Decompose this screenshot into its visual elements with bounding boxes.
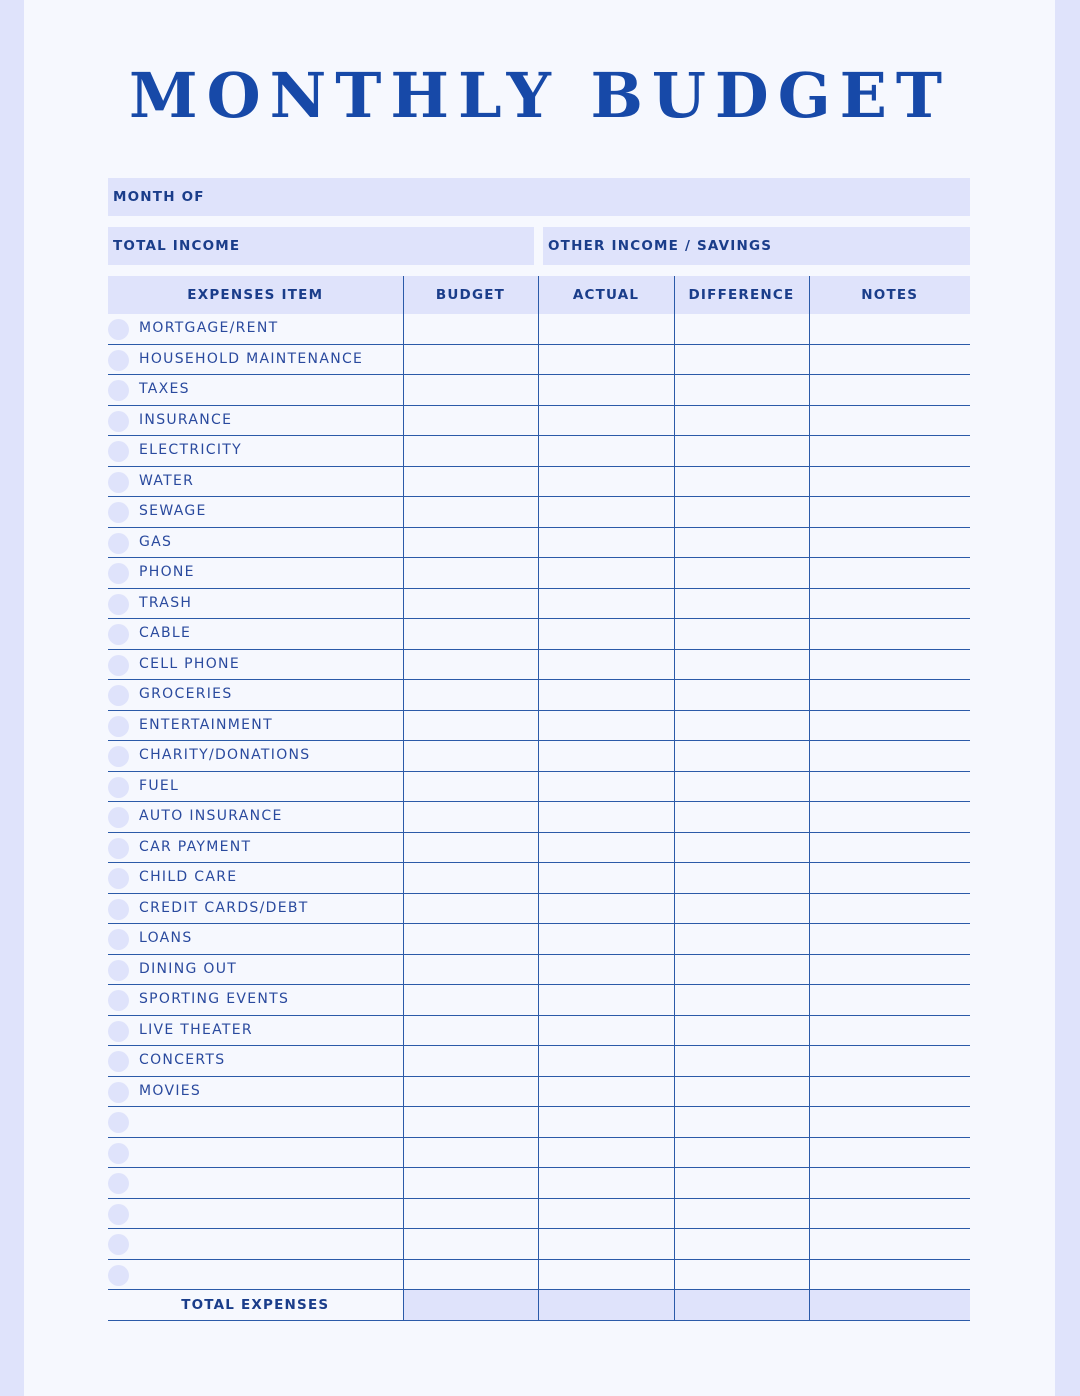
expense-item-cell[interactable] [108,1107,403,1138]
expense-item-cell[interactable] [108,619,403,650]
column-header-expenses-item: EXPENSES ITEM [108,276,403,314]
notes-cell[interactable] [809,375,970,406]
expense-item-label: LOANS [139,930,193,946]
checkbox-circle-icon[interactable] [108,1082,129,1103]
checkbox-circle-icon[interactable] [108,319,129,340]
table-row [108,1229,970,1260]
column-header-notes: NOTES [809,276,970,314]
table-row [108,985,970,1016]
total-income-field[interactable]: TOTAL INCOME [108,227,534,265]
notes-cell[interactable] [809,802,970,833]
difference-cell[interactable] [674,619,809,650]
difference-cell[interactable] [674,649,809,680]
checkbox-circle-icon[interactable] [108,563,129,584]
notes-cell[interactable] [809,954,970,985]
checkbox-circle-icon[interactable] [108,716,129,737]
checkbox-circle-icon[interactable] [108,1143,129,1164]
difference-cell[interactable] [674,832,809,863]
expense-item-cell[interactable] [108,771,403,802]
difference-cell[interactable] [674,1107,809,1138]
month-of-field[interactable]: MONTH OF [108,178,970,216]
budget-cell[interactable] [403,436,538,467]
checkbox-circle-icon[interactable] [108,868,129,889]
actual-cell[interactable] [538,314,674,344]
checkbox-circle-icon[interactable] [108,960,129,981]
checkbox-circle-icon[interactable] [108,1051,129,1072]
expense-item-label: LIVE THEATER [139,1021,253,1038]
actual-cell[interactable] [538,710,674,741]
difference-cell[interactable] [674,954,809,985]
expense-item-label: FUEL [139,777,180,794]
checkbox-circle-icon[interactable] [108,777,129,798]
notes-cell[interactable] [809,314,970,344]
actual-cell[interactable] [538,375,674,406]
expense-item-label: TRASH [139,594,193,611]
checkbox-circle-icon[interactable] [108,655,129,676]
expense-item-cell[interactable] [108,436,403,467]
actual-cell[interactable] [538,863,674,894]
notes-cell[interactable] [809,405,970,436]
notes-cell[interactable] [809,1076,970,1107]
expense-item-cell[interactable] [108,649,403,680]
checkbox-circle-icon[interactable] [108,411,129,432]
notes-cell[interactable] [809,1198,970,1229]
checkbox-circle-icon[interactable] [108,1265,129,1286]
expense-item-label: HOUSEHOLD MAINTENANCE [139,350,364,367]
actual-cell[interactable] [538,924,674,955]
budget-cell[interactable] [403,1198,538,1229]
checkbox-circle-icon[interactable] [108,990,129,1011]
expense-item-cell[interactable] [108,1198,403,1229]
expense-item-cell[interactable] [108,527,403,558]
expense-item-label: CELL PHONE [139,655,240,672]
checkbox-circle-icon[interactable] [108,1021,129,1042]
budget-cell[interactable] [403,649,538,680]
notes-cell[interactable] [809,527,970,558]
actual-cell[interactable] [538,680,674,711]
notes-cell[interactable] [809,1229,970,1260]
actual-cell[interactable] [538,649,674,680]
budget-cell[interactable] [403,619,538,650]
notes-cell[interactable] [809,924,970,955]
checkbox-circle-icon[interactable] [108,624,129,645]
budget-cell[interactable] [403,1107,538,1138]
total-difference-cell[interactable] [674,1290,809,1321]
actual-cell[interactable] [538,344,674,375]
expense-item-label: ELECTRICITY [139,442,242,458]
budget-cell[interactable] [403,710,538,741]
table-header-row [108,276,970,314]
notes-cell[interactable] [809,588,970,619]
table-row [108,680,970,711]
expense-item-label: MOVIES [139,1082,202,1099]
budget-cell[interactable] [403,741,538,772]
checkbox-circle-icon[interactable] [108,594,129,615]
budget-cell[interactable] [403,954,538,985]
difference-cell[interactable] [674,466,809,497]
budget-cell[interactable] [403,1137,538,1168]
notes-cell[interactable] [809,863,970,894]
expense-item-label: CHILD CARE [139,869,238,885]
table-row [108,1107,970,1138]
checkbox-circle-icon[interactable] [108,899,129,920]
expense-item-cell[interactable] [108,588,403,619]
difference-cell[interactable] [674,924,809,955]
table-row [108,893,970,924]
checkbox-circle-icon[interactable] [108,838,129,859]
difference-cell[interactable] [674,1168,809,1199]
table-row [108,924,970,955]
actual-cell[interactable] [538,1229,674,1260]
table-row [108,558,970,589]
expense-item-cell[interactable] [108,954,403,985]
notes-cell[interactable] [809,558,970,589]
budget-cell[interactable] [403,1259,538,1290]
difference-cell[interactable] [674,527,809,558]
budget-cell[interactable] [403,344,538,375]
column-header-budget: BUDGET [403,276,538,314]
table-row [108,1198,970,1229]
budget-cell[interactable] [403,1229,538,1260]
actual-cell[interactable] [538,1046,674,1077]
expense-item-label: CONCERTS [139,1052,226,1068]
difference-cell[interactable] [674,802,809,833]
difference-cell[interactable] [674,1259,809,1290]
expense-item-cell[interactable] [108,314,403,344]
checkbox-circle-icon[interactable] [108,1204,129,1225]
expense-item-label: CHARITY/DONATIONS [139,747,311,763]
column-header-actual: ACTUAL [538,276,674,314]
actual-cell[interactable] [538,741,674,772]
column-header-difference: DIFFERENCE [674,276,809,314]
budget-cell[interactable] [403,771,538,802]
notes-cell[interactable] [809,1046,970,1077]
notes-cell[interactable] [809,619,970,650]
budget-cell[interactable] [403,497,538,528]
actual-cell[interactable] [538,893,674,924]
budget-cell[interactable] [403,375,538,406]
expense-item-label: SPORTING EVENTS [139,991,290,1007]
expense-item-cell[interactable] [108,924,403,955]
checkbox-circle-icon[interactable] [108,807,129,828]
expense-item-label: CABLE [139,625,192,641]
notes-cell[interactable] [809,466,970,497]
table-row [108,710,970,741]
table-row [108,436,970,467]
budget-cell[interactable] [403,863,538,894]
notes-cell[interactable] [809,1107,970,1138]
expense-item-label: GROCERIES [139,686,233,702]
notes-cell[interactable] [809,710,970,741]
budget-cell[interactable] [403,680,538,711]
checkbox-circle-icon[interactable] [108,441,129,462]
expense-item-cell[interactable] [108,1259,403,1290]
difference-cell[interactable] [674,314,809,344]
actual-cell[interactable] [538,527,674,558]
budget-cell[interactable] [403,466,538,497]
expense-item-label: DINING OUT [139,960,238,977]
actual-cell[interactable] [538,619,674,650]
expense-item-cell[interactable] [108,1076,403,1107]
checkbox-circle-icon[interactable] [108,746,129,767]
expense-item-cell[interactable] [108,741,403,772]
expense-item-cell[interactable] [108,863,403,894]
notes-cell[interactable] [809,1259,970,1290]
expense-item-cell[interactable] [108,466,403,497]
notes-cell[interactable] [809,680,970,711]
expense-item-cell[interactable] [108,832,403,863]
expense-item-cell[interactable] [108,1015,403,1046]
table-row [108,741,970,772]
checkbox-circle-icon[interactable] [108,1112,129,1133]
difference-cell[interactable] [674,1046,809,1077]
expense-item-cell[interactable] [108,1137,403,1168]
notes-cell[interactable] [809,1137,970,1168]
notes-cell[interactable] [809,436,970,467]
total-notes-cell[interactable] [809,1290,970,1321]
table-row [108,375,970,406]
expense-item-label: MORTGAGE/RENT [139,320,279,336]
checkbox-circle-icon[interactable] [108,685,129,706]
checkbox-circle-icon[interactable] [108,929,129,950]
difference-cell[interactable] [674,497,809,528]
actual-cell[interactable] [538,954,674,985]
difference-cell[interactable] [674,436,809,467]
expense-item-cell[interactable] [108,344,403,375]
table-row [108,1015,970,1046]
expense-item-label: TAXES [139,381,190,397]
total-budget-cell[interactable] [403,1290,538,1321]
difference-cell[interactable] [674,344,809,375]
difference-cell[interactable] [674,741,809,772]
table-row [108,649,970,680]
actual-cell[interactable] [538,558,674,589]
expense-item-cell[interactable] [108,710,403,741]
table-row [108,1259,970,1290]
expense-item-label: CAR PAYMENT [139,838,252,855]
budget-cell[interactable] [403,802,538,833]
actual-cell[interactable] [538,1198,674,1229]
expense-item-cell[interactable] [108,558,403,589]
difference-cell[interactable] [674,1229,809,1260]
table-row [108,344,970,375]
table-row [108,1046,970,1077]
budget-cell[interactable] [403,527,538,558]
checkbox-circle-icon[interactable] [108,472,129,493]
difference-cell[interactable] [674,405,809,436]
page-title: MONTHLY BUDGET [128,59,952,132]
difference-cell[interactable] [674,863,809,894]
actual-cell[interactable] [538,985,674,1016]
expense-item-cell[interactable] [108,680,403,711]
budget-cell[interactable] [403,314,538,344]
notes-cell[interactable] [809,1168,970,1199]
expense-item-label: SEWAGE [139,503,207,519]
notes-cell[interactable] [809,1015,970,1046]
actual-cell[interactable] [538,1259,674,1290]
expense-item-cell[interactable] [108,1229,403,1260]
table-row [108,1137,970,1168]
difference-cell[interactable] [674,1137,809,1168]
checkbox-circle-icon[interactable] [108,502,129,523]
other-income-savings-field[interactable]: OTHER INCOME / SAVINGS [543,227,970,265]
actual-cell[interactable] [538,1168,674,1199]
expense-item-cell[interactable] [108,375,403,406]
actual-cell[interactable] [538,771,674,802]
actual-cell[interactable] [538,1076,674,1107]
notes-cell[interactable] [809,649,970,680]
budget-cell[interactable] [403,1046,538,1077]
checkbox-circle-icon[interactable] [108,380,129,401]
actual-cell[interactable] [538,1137,674,1168]
table-row [108,802,970,833]
budget-cell[interactable] [403,1076,538,1107]
budget-cell[interactable] [403,588,538,619]
expense-item-label: INSURANCE [139,411,233,428]
actual-cell[interactable] [538,832,674,863]
total-actual-cell[interactable] [538,1290,674,1321]
actual-cell[interactable] [538,802,674,833]
table-row [108,832,970,863]
total-expenses-row [108,1290,970,1321]
notes-cell[interactable] [809,985,970,1016]
difference-cell[interactable] [674,1015,809,1046]
table-row [108,527,970,558]
table-row [108,588,970,619]
expense-item-label: WATER [139,472,195,489]
expense-item-cell[interactable] [108,985,403,1016]
expenses-table [108,276,970,1321]
table-row [108,771,970,802]
actual-cell[interactable] [538,1107,674,1138]
expense-item-cell[interactable] [108,405,403,436]
actual-cell[interactable] [538,497,674,528]
table-row [108,405,970,436]
table-row [108,1168,970,1199]
difference-cell[interactable] [674,771,809,802]
difference-cell[interactable] [674,1076,809,1107]
notes-cell[interactable] [809,741,970,772]
total-expenses-label: TOTAL EXPENSES [108,1290,403,1321]
budget-cell[interactable] [403,893,538,924]
notes-cell[interactable] [809,832,970,863]
notes-cell[interactable] [809,771,970,802]
budget-cell[interactable] [403,1168,538,1199]
expense-item-cell[interactable] [108,1046,403,1077]
budget-cell[interactable] [403,985,538,1016]
difference-cell[interactable] [674,893,809,924]
difference-cell[interactable] [674,1198,809,1229]
actual-cell[interactable] [538,405,674,436]
table-row [108,497,970,528]
budget-cell[interactable] [403,832,538,863]
difference-cell[interactable] [674,985,809,1016]
notes-cell[interactable] [809,497,970,528]
actual-cell[interactable] [538,1015,674,1046]
budget-cell[interactable] [403,1015,538,1046]
expense-item-cell[interactable] [108,497,403,528]
difference-cell[interactable] [674,588,809,619]
table-row [108,1076,970,1107]
expense-item-label: ENTERTAINMENT [139,716,273,733]
budget-cell[interactable] [403,405,538,436]
expense-item-label: AUTO INSURANCE [139,808,283,824]
budget-cell[interactable] [403,924,538,955]
table-row [108,466,970,497]
notes-cell[interactable] [809,893,970,924]
difference-cell[interactable] [674,680,809,711]
table-row [108,954,970,985]
actual-cell[interactable] [538,588,674,619]
actual-cell[interactable] [538,466,674,497]
expense-item-label: GAS [139,533,173,550]
expense-item-cell[interactable] [108,1168,403,1199]
table-row [108,619,970,650]
checkbox-circle-icon[interactable] [108,1173,129,1194]
difference-cell[interactable] [674,375,809,406]
difference-cell[interactable] [674,558,809,589]
actual-cell[interactable] [538,436,674,467]
expense-item-cell[interactable] [108,893,403,924]
difference-cell[interactable] [674,710,809,741]
table-row [108,863,970,894]
checkbox-circle-icon[interactable] [108,1234,129,1255]
checkbox-circle-icon[interactable] [108,350,129,371]
expense-item-cell[interactable] [108,802,403,833]
expense-item-label: PHONE [139,564,195,580]
notes-cell[interactable] [809,344,970,375]
checkbox-circle-icon[interactable] [108,533,129,554]
budget-cell[interactable] [403,558,538,589]
table-row [108,314,970,344]
expense-item-label: CREDIT CARDS/DEBT [139,899,309,916]
